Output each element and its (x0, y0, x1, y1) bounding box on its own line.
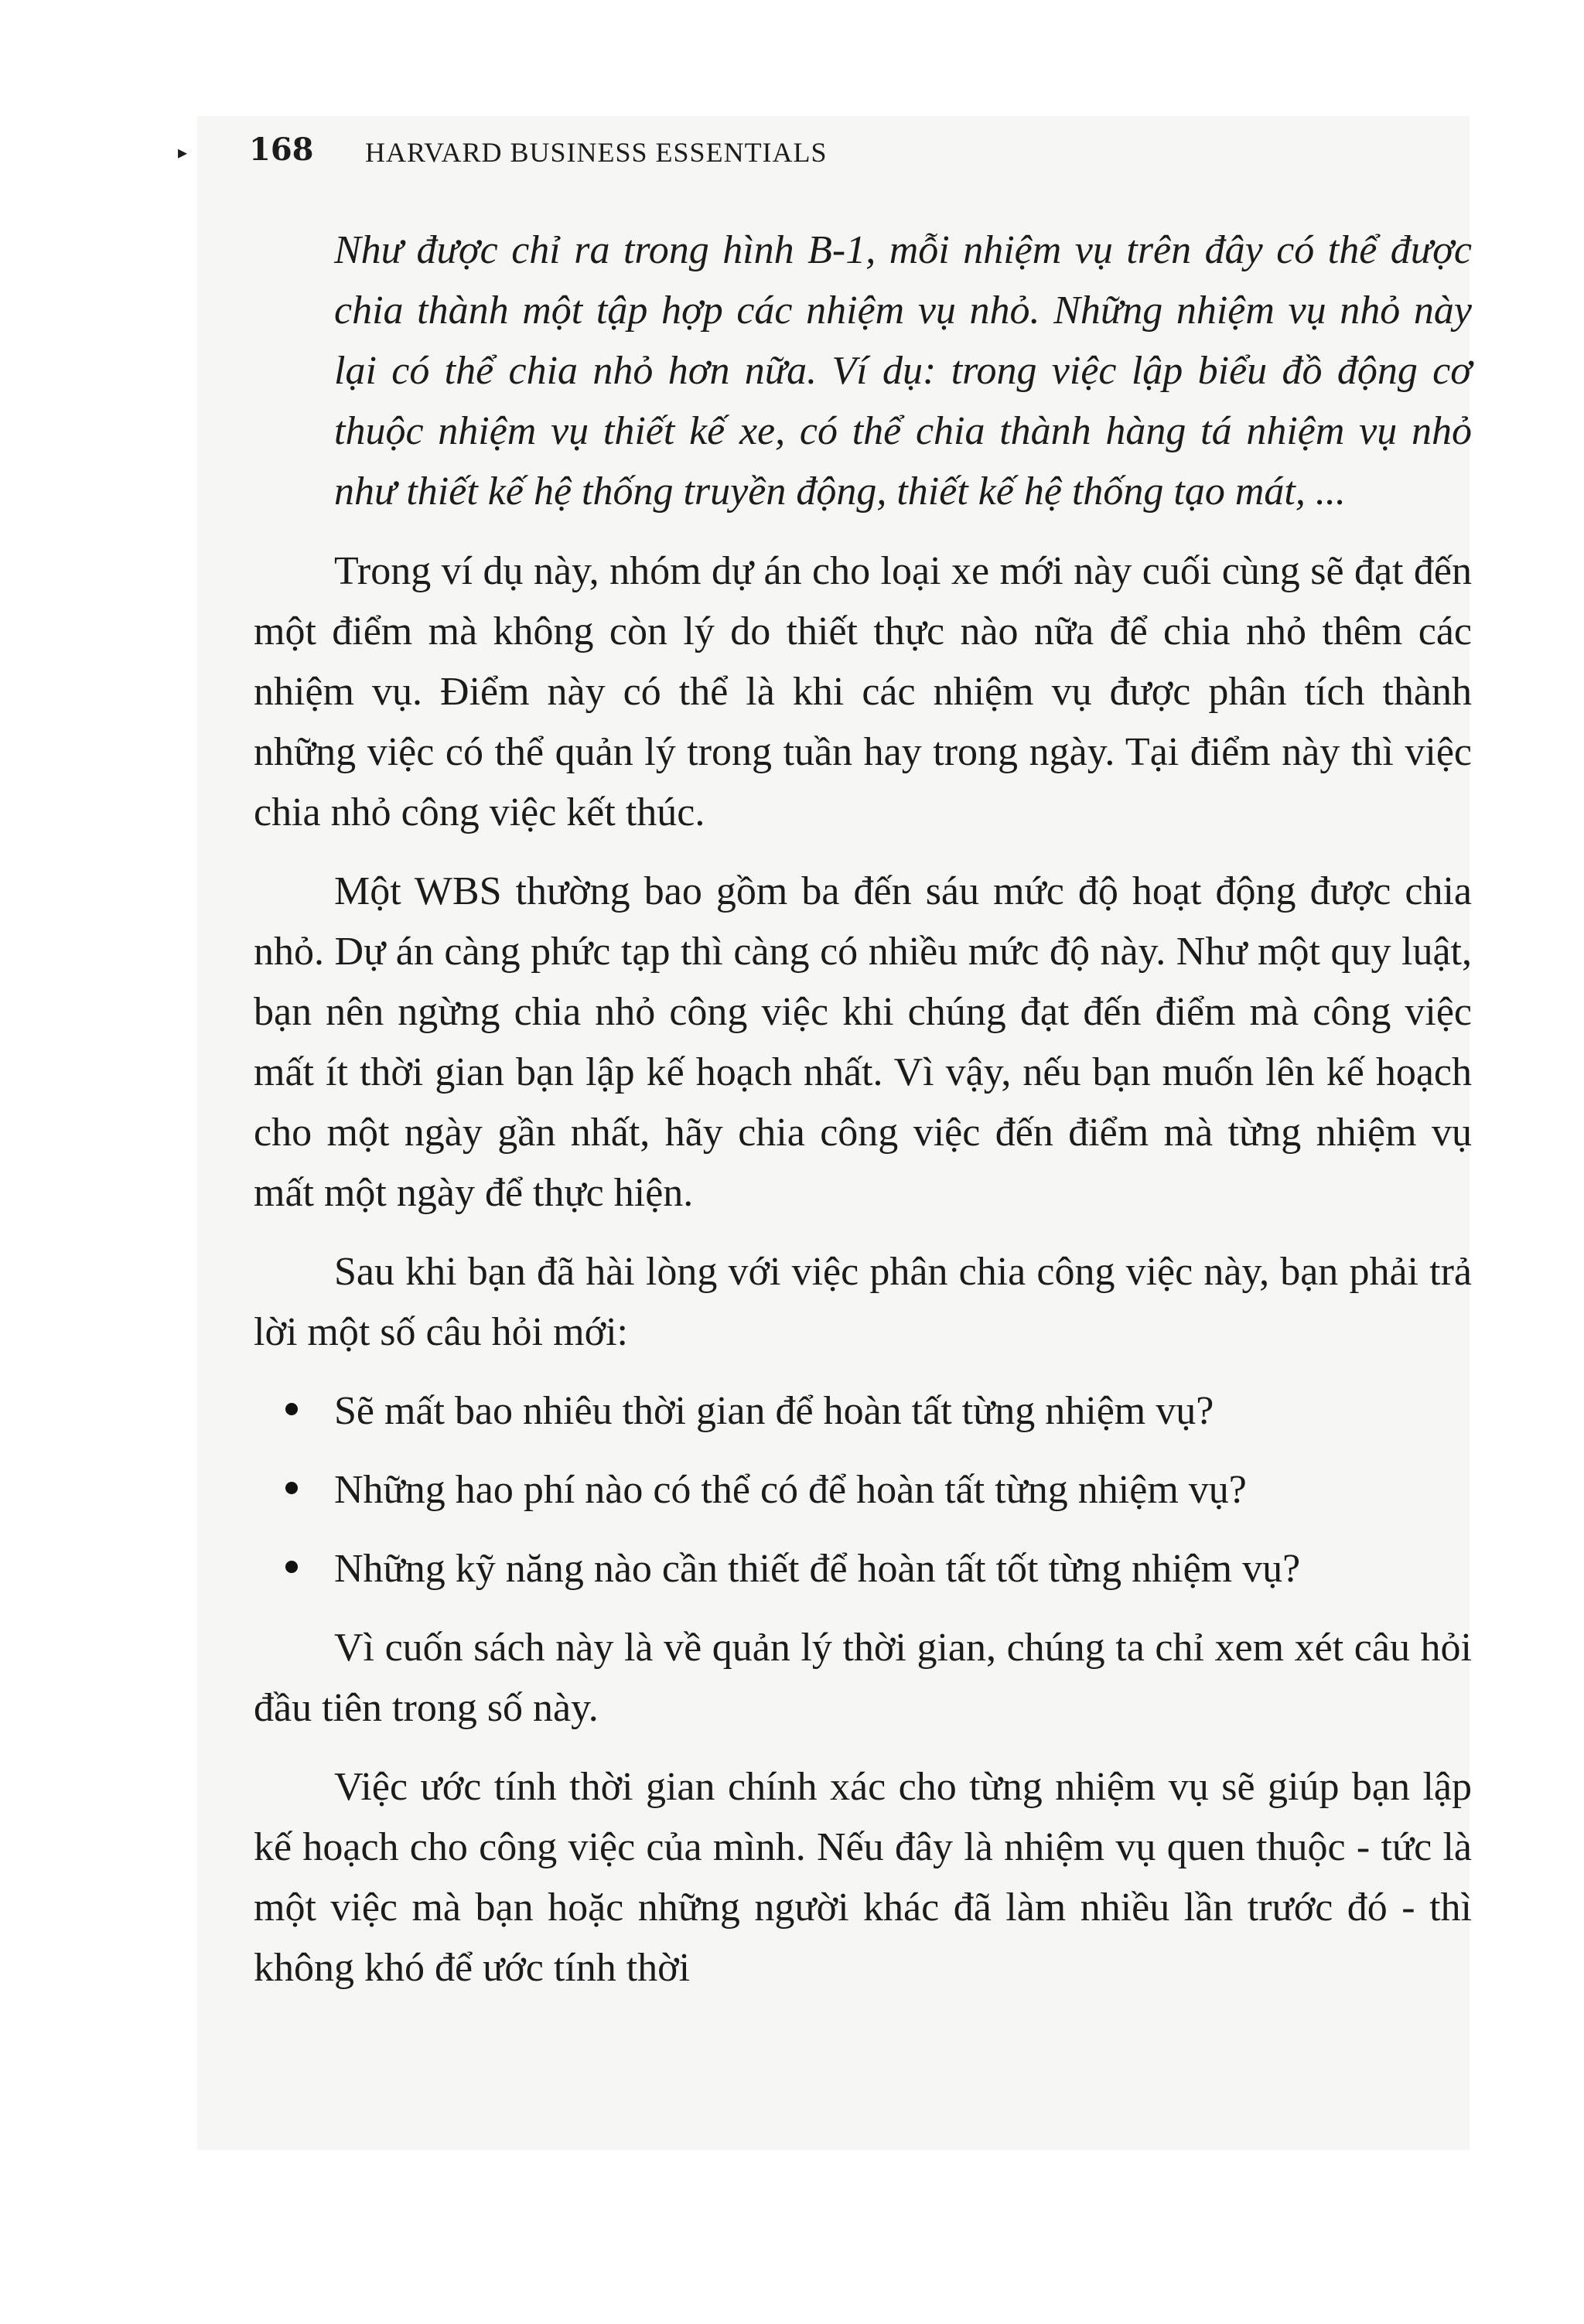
body-paragraph: Vì cuốn sách này là về quản lý thời gian, chúng ta chỉ xem xét câu hỏi đầu tiên trong số này. (254, 1626, 1472, 1730)
page-header (178, 131, 1454, 186)
body-paragraph: Một WBS thường bao gồm ba đến sáu mức độ hoạt động được chia nhỏ. Dự án càng phức tạp thì càng có nhiều mức độ này. Như một quy luật, bạn nên ngừng chia nhỏ công việc khi chúng đạt đến điểm mà công việc mất ít thời gian bạn lập kế hoạch nhất. Vì vậy, nếu bạn muốn lên kế hoạch cho một ngày gần nhất, hãy chia công việc đến điểm mà từng nhiệm vụ mất một ngày để thực hiện. (254, 869, 1472, 1215)
main-content (254, 220, 1472, 2017)
list-item-text: Sẽ mất bao nhiêu thời gian để hoàn tất từng nhiệm vụ? (334, 1389, 1214, 1433)
list-item (254, 1381, 1472, 1442)
list-item (254, 1460, 1472, 1520)
bullet-icon (285, 1403, 298, 1415)
list-item (254, 1539, 1472, 1599)
body-paragraph: Việc ước tính thời gian chính xác cho từng nhiệm vụ sẽ giúp bạn lập kế hoạch cho công việc của mình. Nếu đây là nhiệm vụ quen thuộc - tức là một việc mà bạn hoặc những người khác đã làm nhiều lần trước đó - thì không khó để ước tính thời (254, 1765, 1472, 1990)
body-paragraph: Trong ví dụ này, nhóm dự án cho loại xe mới này cuối cùng sẽ đạt đến một điểm mà không còn lý do thiết thực nào nữa để chia nhỏ thêm các nhiệm vụ. Điểm này có thể là khi các nhiệm vụ được phân tích thành những việc có thể quản lý trong tuần hay trong ngày. Tại điểm này thì việc chia nhỏ công việc kết thúc. (254, 549, 1472, 834)
question-list (254, 1381, 1472, 1599)
intro-italic-paragraph: Như được chỉ ra trong hình B-1, mỗi nhiệm vụ trên đây có thể được chia thành một tập hợp các nhiệm vụ nhỏ. Những nhiệm vụ nhỏ này lại có thể chia nhỏ hơn nữa. Ví dụ: trong việc lập biểu đồ động cơ thuộc nhiệm vụ thiết kế xe, có thể chia thành hàng tá nhiệm vụ nhỏ như thiết kế hệ thống truyền động, thiết kế hệ thống tạo mát, ... (334, 228, 1472, 514)
list-item-text: Những kỹ năng nào cần thiết để hoàn tất tốt từng nhiệm vụ? (334, 1547, 1301, 1591)
bullet-icon (285, 1482, 298, 1494)
header-marker-icon: ▸ (178, 142, 188, 163)
running-head: HARVARD BUSINESS ESSENTIALS (365, 137, 828, 168)
bullet-icon (285, 1561, 298, 1573)
list-item-text: Những hao phí nào có thể có để hoàn tất từng nhiệm vụ? (334, 1468, 1247, 1512)
page-number: 168 (249, 131, 314, 168)
body-paragraph: Sau khi bạn đã hài lòng với việc phân chia công việc này, bạn phải trả lời một số câu hỏi mới: (254, 1250, 1472, 1354)
